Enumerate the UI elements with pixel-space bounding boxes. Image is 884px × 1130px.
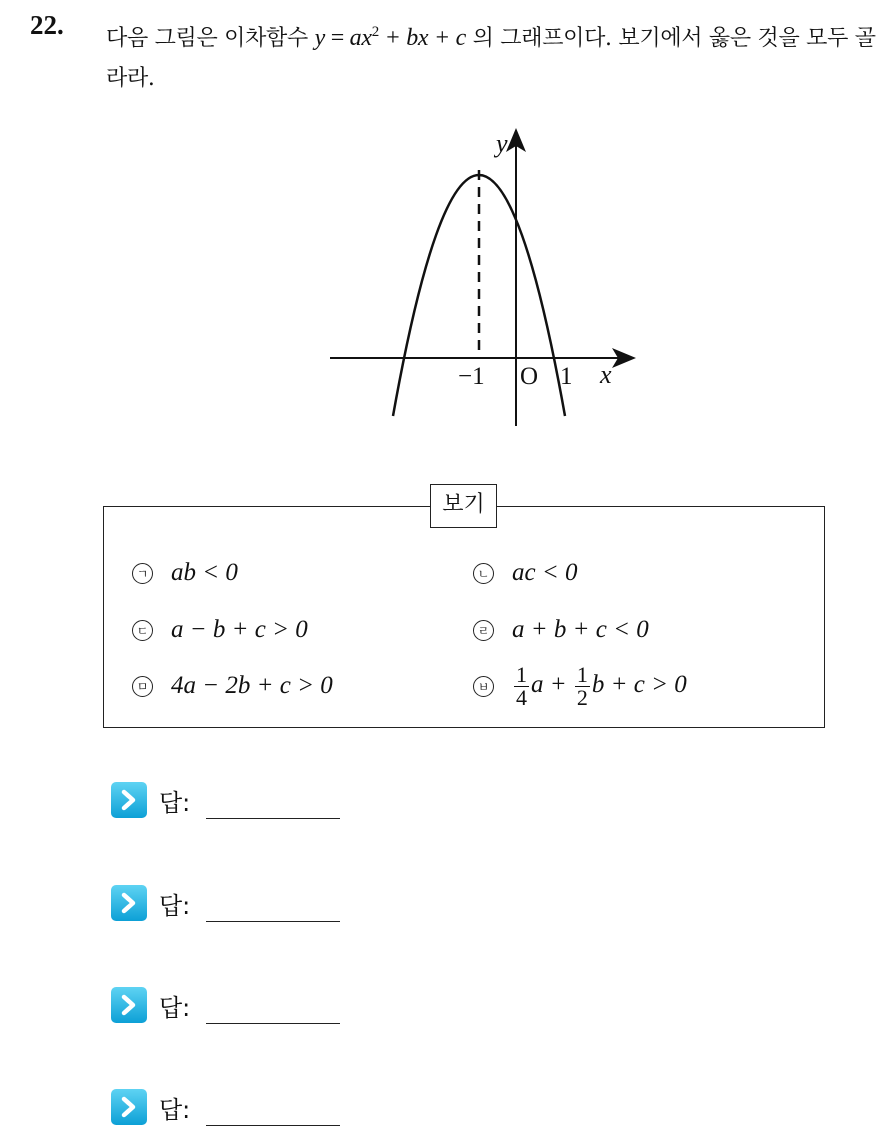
option-nieun (473, 553, 577, 593)
answer-label: 답: (159, 1095, 191, 1124)
answer-row (111, 986, 340, 1024)
option-rieul (473, 610, 649, 650)
chevron-right-icon (111, 782, 147, 818)
question-text-after: 의 그래프이다. 보기에서 옳은 것을 모두 골라라. (106, 26, 876, 91)
question-number: 22. (30, 10, 64, 40)
chevron-right-icon (111, 1089, 147, 1125)
tick-label-1: 1 (560, 363, 573, 390)
answer-blank[interactable] (206, 1023, 340, 1024)
option-expression: $\frac{1}{4}$ a + $\frac{1}{2}$ b + c > 0 (516, 661, 687, 710)
chevron-right-icon (111, 987, 147, 1023)
bogi-title: 보기 (430, 484, 497, 528)
origin-label: O (520, 363, 539, 390)
y-axis-label: y (496, 129, 508, 158)
answer-row (111, 781, 340, 819)
fraction-one-half: $\frac{1}{2}$ (576, 661, 588, 710)
parabola-graph (320, 120, 650, 430)
x-axis-label: x (600, 360, 612, 389)
option-expression: a − b + c > 0 (171, 616, 308, 643)
option-giyeok (132, 553, 238, 593)
option-mark: ㅂ (473, 676, 494, 697)
answer-label: 답: (159, 993, 191, 1022)
option-expression: a + b + c < 0 (512, 616, 649, 643)
option-expression: ac < 0 (512, 559, 578, 586)
option-digeut (132, 610, 308, 650)
option-mark: ㅁ (132, 676, 153, 697)
option-mieum (132, 666, 333, 706)
answer-row (111, 1088, 340, 1126)
answer-label: 답: (159, 788, 191, 817)
option-mark: ㄷ (132, 620, 153, 641)
question-text (106, 12, 876, 99)
option-mark: ㄱ (132, 563, 153, 584)
option-bieup (473, 661, 687, 710)
fraction-one-quarter: $\frac{1}{4}$ (516, 661, 527, 710)
answer-blank[interactable] (206, 921, 340, 922)
option-expression: ab < 0 (171, 559, 238, 586)
tick-label-neg1: −1 (458, 363, 485, 390)
chevron-right-icon (111, 885, 147, 921)
option-mark: ㄴ (473, 563, 494, 584)
option-mark: ㄹ (473, 620, 494, 641)
answer-row (111, 884, 340, 922)
answer-label: 답: (159, 891, 191, 920)
question-text-before: 다음 그림은 이차함수 (106, 26, 308, 51)
quadratic-formula: $y = ax^2$ + bx + c (314, 24, 466, 51)
option-expression: 4a − 2b + c > 0 (171, 672, 333, 699)
answer-blank[interactable] (206, 1125, 340, 1126)
answer-blank[interactable] (206, 818, 340, 819)
